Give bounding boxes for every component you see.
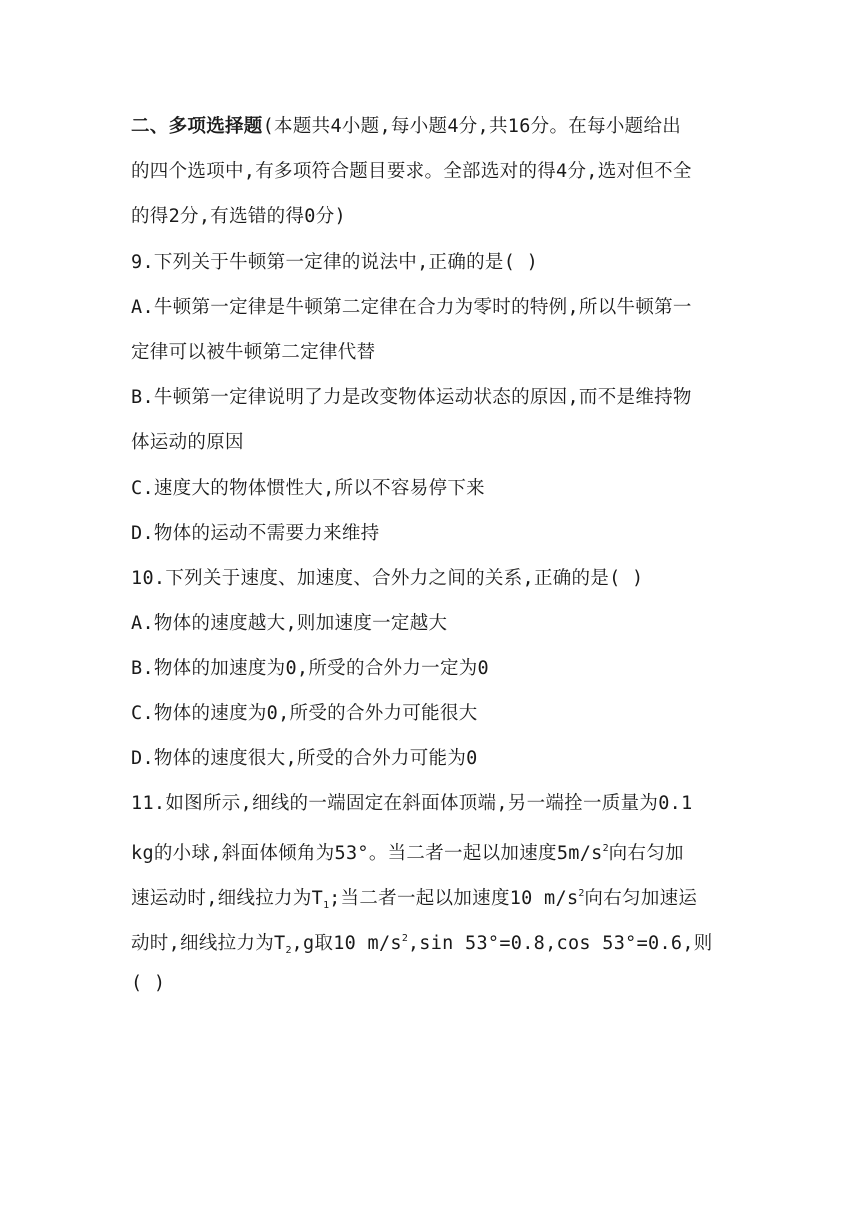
q11-line-3-c: 向右匀加速运 [584,888,698,909]
t1-subscript: 1 [323,900,330,911]
q9-option-b-line-2: 体运动的原因 [131,432,244,453]
q11-line-1: 11.如图所示,细线的一端固定在斜面体顶端,另一端拴一质量为0.1 [131,793,693,814]
q10-stem: 10.下列关于速度、加速度、合外力之间的关系,正确的是( ) [131,568,644,589]
section-intro-line-3: 的得2分,有选错的得0分) [131,206,346,227]
q11-line-2 [131,836,731,867]
q11-line-4-c: ,sin 53°=0.8,cos 53°=0.6,则 [407,933,713,954]
q11-line-4 [131,926,731,964]
q10-option-d: D.物体的速度很大,所受的合外力可能为0 [131,748,478,769]
q9-option-b-line-1: B.牛顿第一定律说明了力是改变物体运动状态的原因,而不是维持物 [131,387,692,408]
q11-line-3-b: ;当二者一起以加速度10 m/s [329,888,579,909]
section-heading: 二、多项选择题 [131,116,263,137]
q11-line-3-a: 速运动时,细线拉力为T [131,888,324,909]
q9-option-d: D.物体的运动不需要力来维持 [131,523,380,544]
q9-option-c: C.速度大的物体惯性大,所以不容易停下来 [131,478,485,499]
section-intro-line-1 [131,114,731,140]
q9-option-a-line-1: A.牛顿第一定律是牛顿第二定律在合力为零时的特例,所以牛顿第一 [131,297,692,318]
t2-subscript: 2 [285,945,292,956]
q11-line-3 [131,881,731,919]
q9-stem: 9.下列关于牛顿第一定律的说法中,正确的是( ) [131,252,539,273]
q11-line-2-tail: 向右匀加 [608,843,684,864]
q10-option-a: A.物体的速度越大,则加速度一定越大 [131,613,448,634]
q11-line-4-a: 动时,细线拉力为T [131,933,286,954]
q9-option-a-line-2: 定律可以被牛顿第二定律代替 [131,342,376,363]
q11-line-2-text: kg的小球,斜面体倾角为53°。当二者一起以加速度5m/s [131,843,603,864]
squared-superscript: 2 [401,933,408,944]
squared-superscript: 2 [602,843,609,854]
q10-option-b: B.物体的加速度为0,所受的合外力一定为0 [131,658,489,679]
q11-line-4-b: ,g取10 m/s [291,933,402,954]
q10-option-c: C.物体的速度为0,所受的合外力可能很大 [131,703,478,724]
q11-answer-bracket: ( ) [131,973,166,994]
section-intro-text-1: (本题共4小题,每小题4分,共16分。在每小题给出 [262,116,682,137]
section-intro-line-2: 的四个选项中,有多项符合题目要求。全部选对的得4分,选对但不全 [131,161,692,182]
squared-superscript: 2 [578,888,585,899]
